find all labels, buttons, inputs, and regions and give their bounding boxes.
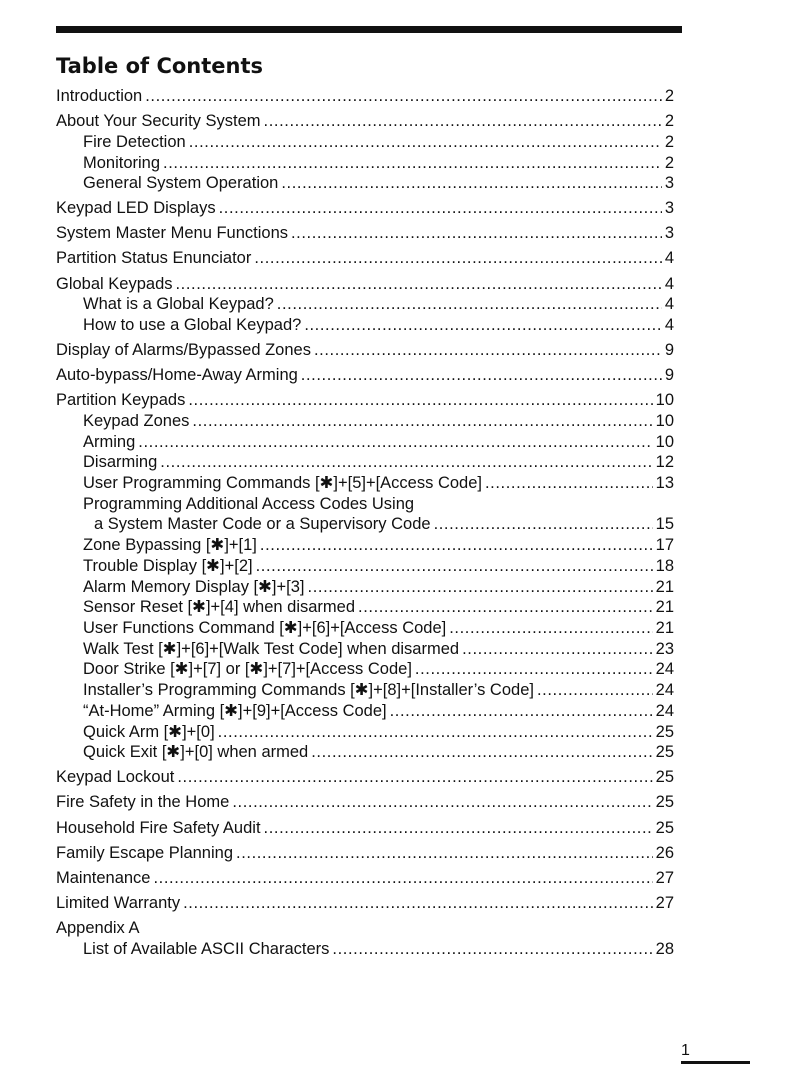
dot-leader <box>260 535 653 556</box>
toc-entry[interactable] <box>56 390 674 411</box>
dot-leader <box>308 577 653 598</box>
dot-leader <box>462 639 653 660</box>
page-title: Table of Contents <box>56 54 264 78</box>
toc-entry-page: 25 <box>655 818 674 837</box>
toc-entry-title: Walk Test [✱]+[6]+[Walk Test Code] when disarmed <box>83 639 460 658</box>
toc-entry-page: 21 <box>655 577 674 596</box>
toc-entry-title: Keypad LED Displays <box>56 199 216 218</box>
toc-entry[interactable] <box>56 86 674 107</box>
toc-entry[interactable] <box>56 315 674 336</box>
dot-leader <box>311 742 652 763</box>
toc-entry[interactable] <box>56 556 674 577</box>
dot-leader <box>176 274 662 295</box>
toc-entry[interactable] <box>56 680 674 701</box>
dot-leader <box>236 843 653 864</box>
toc-entry-title: Arming <box>83 432 136 451</box>
toc-entry-title: How to use a Global Keypad? <box>83 315 302 334</box>
dot-leader <box>537 680 653 701</box>
toc-entry-page: 24 <box>655 701 674 720</box>
toc-entry-page: 24 <box>655 660 674 679</box>
toc-entry-title: “At-Home” Arming [✱]+[9]+[Access Code] <box>83 701 387 720</box>
dot-leader <box>415 659 653 680</box>
toc-entry-title: User Programming Commands [✱]+[5]+[Access Code] <box>83 474 482 493</box>
toc-entry-title: Partition Keypads <box>56 391 186 410</box>
dot-leader <box>183 893 653 914</box>
toc-entry-page: 2 <box>664 87 674 105</box>
bottom-rule <box>681 1061 750 1064</box>
toc-entry[interactable] <box>56 722 674 743</box>
toc-entry-page: 9 <box>664 341 674 360</box>
toc-entry-page: 25 <box>655 793 674 812</box>
toc-entry[interactable] <box>56 248 674 269</box>
toc-entry[interactable] <box>56 742 674 763</box>
toc-entry[interactable] <box>56 792 674 813</box>
toc-entry-page: 27 <box>655 868 674 887</box>
toc-entry-page: 27 <box>655 893 674 912</box>
dot-leader <box>281 173 661 194</box>
toc-entry[interactable] <box>56 843 674 864</box>
toc-entry-title: Alarm Memory Display [✱]+[3] <box>83 577 305 596</box>
dot-leader <box>188 390 652 411</box>
toc-entry-page: 3 <box>664 224 674 243</box>
toc-entry-title: Maintenance <box>56 868 151 887</box>
toc-entry-page: 17 <box>655 536 674 555</box>
toc-entry-title: Door Strike [✱]+[7] or [✱]+[7]+[Access Code] <box>83 660 412 679</box>
dot-leader <box>177 767 652 788</box>
dot-leader <box>264 111 662 132</box>
toc-entry-page: 24 <box>655 681 674 700</box>
toc-entry[interactable] <box>56 639 674 660</box>
dot-leader <box>301 365 662 386</box>
toc-entry-title: Fire Detection <box>83 132 186 151</box>
toc-entry-title: Partition Status Enunciator <box>56 249 252 268</box>
toc-entry[interactable] <box>56 153 674 174</box>
dot-leader <box>153 868 652 889</box>
toc-entry-page: 28 <box>655 939 674 958</box>
toc-entry[interactable] <box>56 274 674 295</box>
toc-entry[interactable] <box>56 918 674 939</box>
dot-leader <box>332 939 652 960</box>
toc-entry-page: 2 <box>664 112 674 131</box>
toc-entry-title: System Master Menu Functions <box>56 224 288 243</box>
dot-leader <box>264 818 653 839</box>
toc-entry[interactable] <box>56 868 674 889</box>
toc-entry-title: Quick Arm [✱]+[0] <box>83 722 215 741</box>
toc-entry[interactable] <box>56 494 674 515</box>
toc-entry[interactable] <box>56 659 674 680</box>
toc-entry-title: Quick Exit [✱]+[0] when armed <box>83 743 309 762</box>
toc-entry-page: 23 <box>655 639 674 658</box>
toc-entry-title: About Your Security System <box>56 112 261 131</box>
toc-entry-title: User Functions Command [✱]+[6]+[Access Code] <box>83 619 447 637</box>
toc-entry[interactable] <box>56 514 674 535</box>
toc-entry[interactable] <box>56 294 674 315</box>
toc-entry-page: 2 <box>664 153 674 172</box>
toc-entry[interactable] <box>56 340 674 361</box>
toc-entry-title: Display of Alarms/Bypassed Zones <box>56 341 311 360</box>
toc-entry[interactable] <box>56 618 674 639</box>
dot-leader <box>145 86 662 107</box>
dot-leader <box>304 315 662 336</box>
dot-leader <box>218 722 653 743</box>
toc-entry[interactable] <box>56 767 674 788</box>
toc-entry-page: 15 <box>655 515 674 534</box>
toc-entry[interactable] <box>56 452 674 473</box>
toc-entry-title: Household Fire Safety Audit <box>56 818 261 837</box>
toc-entry-page: 25 <box>655 768 674 787</box>
toc-entry-page: 21 <box>655 598 674 617</box>
toc-entry-title: Installer’s Programming Commands [✱]+[8]+[Installer’s Code] <box>83 681 534 700</box>
dot-leader <box>192 411 652 432</box>
dot-leader <box>189 132 662 153</box>
toc-entry-page: 9 <box>664 366 674 385</box>
toc-entry[interactable] <box>56 173 674 194</box>
toc-entry[interactable] <box>56 939 674 960</box>
toc-entry[interactable] <box>56 701 674 722</box>
toc-entry-page: 4 <box>664 274 674 293</box>
toc-entry-page: 3 <box>664 174 674 193</box>
dot-leader <box>449 618 652 639</box>
toc-entry-page: 2 <box>664 132 674 151</box>
toc-entry-title: Auto-bypass/Home-Away Arming <box>56 366 298 385</box>
table-of-contents <box>56 86 674 959</box>
toc-entry-title: What is a Global Keypad? <box>83 295 274 314</box>
toc-entry-page: 3 <box>664 199 674 218</box>
toc-entry[interactable] <box>56 893 674 914</box>
toc-entry[interactable] <box>56 132 674 153</box>
dot-leader <box>163 153 662 174</box>
toc-entry-page: 4 <box>664 295 674 314</box>
dot-leader <box>232 792 652 813</box>
dot-leader <box>277 294 662 315</box>
toc-entry-title: Zone Bypassing [✱]+[1] <box>83 536 257 555</box>
toc-entry-title: Trouble Display [✱]+[2] <box>83 556 253 575</box>
toc-entry[interactable] <box>56 535 674 556</box>
toc-entry-page: 4 <box>664 249 674 268</box>
dot-leader <box>485 473 653 494</box>
toc-entry[interactable] <box>56 198 674 219</box>
page-number: 1 <box>681 1042 690 1059</box>
toc-entry-page: 21 <box>655 619 674 637</box>
toc-entry-page: 10 <box>655 432 674 451</box>
toc-entry-title: Limited Warranty <box>56 893 181 912</box>
toc-entry-title: Family Escape Planning <box>56 843 234 862</box>
toc-entry-title: a System Master Code or a Supervisory Code <box>94 515 431 534</box>
dot-leader <box>291 223 662 244</box>
toc-entry-page: 13 <box>655 474 674 493</box>
toc-entry-title: Sensor Reset [✱]+[4] when disarmed <box>83 598 356 617</box>
toc-entry[interactable] <box>56 111 674 132</box>
toc-entry[interactable] <box>56 597 674 618</box>
toc-entry-title: Keypad Lockout <box>56 768 175 787</box>
dot-leader <box>314 340 662 361</box>
toc-entry[interactable] <box>56 818 674 839</box>
toc-entry-title: Appendix A <box>56 918 140 937</box>
dot-leader <box>358 597 653 618</box>
dot-leader <box>219 198 662 219</box>
toc-entry[interactable] <box>56 473 674 494</box>
toc-entry-title: List of Available ASCII Characters <box>83 939 330 958</box>
toc-entry-page: 10 <box>655 411 674 430</box>
toc-entry-title: Global Keypads <box>56 274 173 293</box>
toc-entry[interactable] <box>56 577 674 598</box>
toc-entry-title: Fire Safety in the Home <box>56 793 230 812</box>
dot-leader <box>160 452 652 473</box>
toc-entry-title: Keypad Zones <box>83 411 190 430</box>
toc-entry-title: General System Operation <box>83 174 279 193</box>
toc-entry-page: 25 <box>655 722 674 741</box>
toc-entry-title: Monitoring <box>83 153 161 172</box>
top-rule <box>56 26 682 33</box>
dot-leader <box>254 248 661 269</box>
dot-leader <box>390 701 653 722</box>
dot-leader <box>138 432 652 453</box>
toc-entry[interactable] <box>56 432 674 453</box>
toc-entry-page: 26 <box>655 843 674 862</box>
toc-entry-title: Programming Additional Access Codes Using <box>83 494 415 513</box>
toc-entry-page: 10 <box>655 391 674 410</box>
toc-entry[interactable] <box>56 411 674 432</box>
toc-entry-page: 18 <box>655 556 674 575</box>
dot-leader <box>434 514 653 535</box>
toc-entry-title: Introduction <box>56 87 143 105</box>
toc-entry-page: 25 <box>655 743 674 762</box>
toc-entry[interactable] <box>56 365 674 386</box>
toc-entry[interactable] <box>56 223 674 244</box>
toc-entry-page: 4 <box>664 315 674 334</box>
toc-entry-page: 12 <box>655 453 674 472</box>
toc-entry-title: Disarming <box>83 453 158 472</box>
dot-leader <box>256 556 653 577</box>
